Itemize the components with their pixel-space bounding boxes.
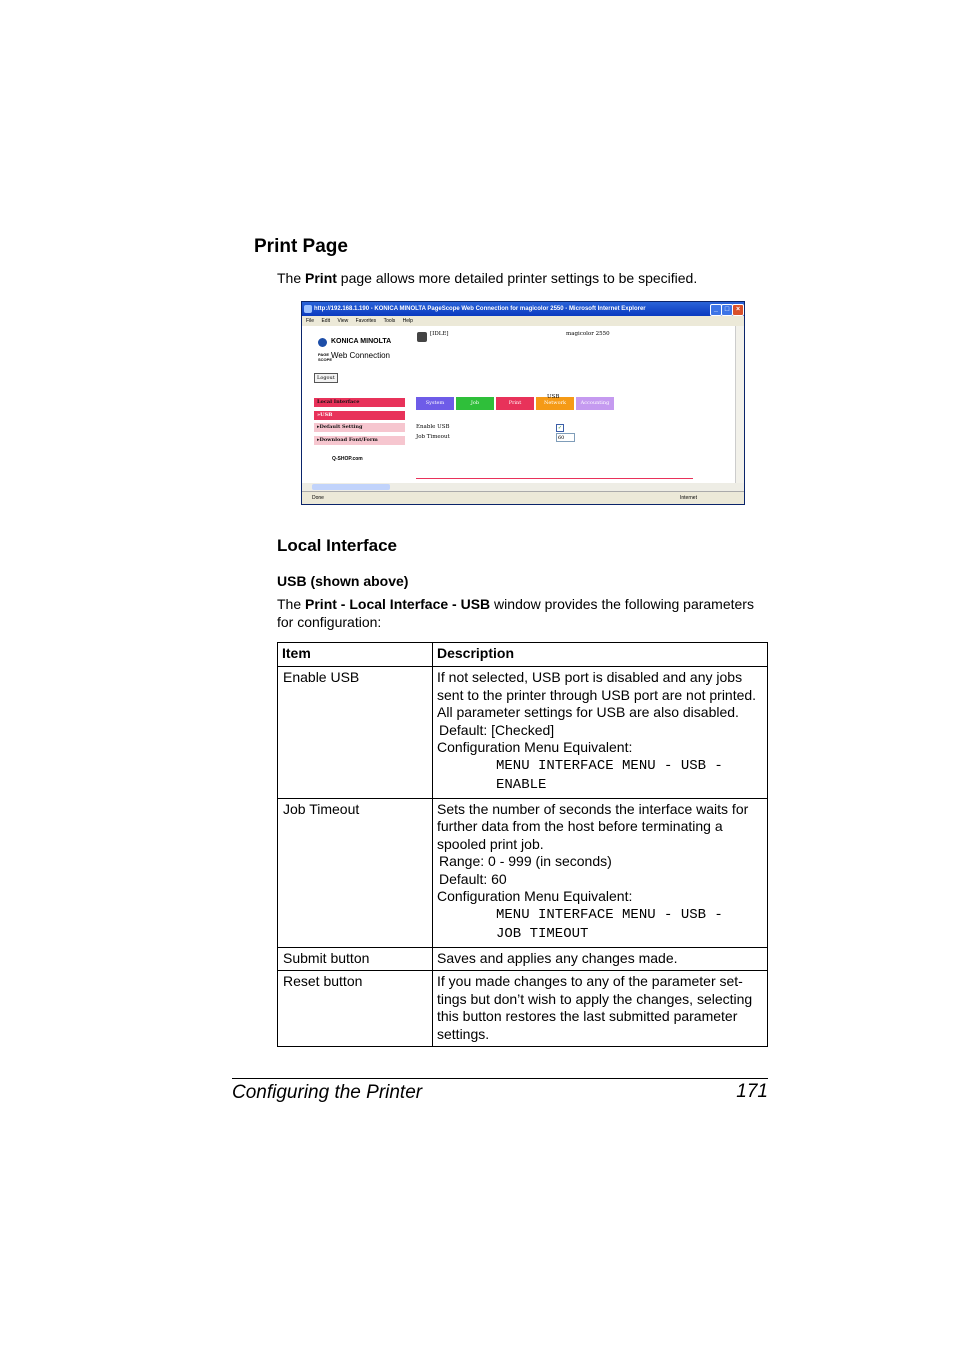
logout-button[interactable]: Logout xyxy=(314,373,338,383)
minimize-icon[interactable]: _ xyxy=(710,304,722,316)
sidebar-item-local-interface[interactable]: Local Interface xyxy=(314,398,405,407)
ie-icon xyxy=(304,305,312,313)
desc-default: Default: [Checked] xyxy=(439,721,555,738)
usb-heading: USB (shown above) xyxy=(277,573,409,589)
menu-help[interactable]: Help xyxy=(402,318,413,324)
usb-description: The Print - Local Interface - USB window provides the following parameters for configuration: xyxy=(277,596,754,630)
row-item: Job Timeout xyxy=(278,798,433,947)
desc-text: If not selected, USB port is disabled and any jobs sent to the printer through USB port are not printed. All parameter settings for USB are also disabled. xyxy=(437,669,757,720)
parameters-table xyxy=(277,642,768,1047)
page-number: 171 xyxy=(736,1081,768,1102)
scroll-thumb[interactable] xyxy=(312,484,390,490)
printer-status: [IDLE] xyxy=(430,331,449,337)
close-icon[interactable]: × xyxy=(732,304,744,316)
browser-statusbar xyxy=(302,491,744,505)
table-header-row xyxy=(278,643,768,667)
desc-equiv: Configuration Menu Equivalent: xyxy=(437,888,633,904)
tab-job[interactable]: Job xyxy=(456,397,494,410)
sidebar-item-usb[interactable]: »USB xyxy=(314,411,405,420)
row-description xyxy=(433,667,768,799)
menu-tools[interactable]: Tools xyxy=(383,318,396,324)
menu-path: ENABLE xyxy=(496,776,547,793)
header-description: Description xyxy=(433,643,768,667)
menu-view[interactable]: View xyxy=(337,318,349,324)
browser-menubar xyxy=(302,316,744,326)
footer-rule xyxy=(232,1078,768,1079)
tab-system[interactable]: System xyxy=(416,397,454,410)
row-description: Saves and applies any changes made. xyxy=(433,947,768,971)
menu-path: MENU INTERFACE MENU - USB - xyxy=(496,906,723,923)
qshop-logo[interactable]: Q-SHOP.com xyxy=(332,456,363,462)
brand-logo: KONICA MINOLTA xyxy=(331,338,392,345)
enable-usb-checkbox[interactable]: ✓ xyxy=(557,425,563,431)
browser-content xyxy=(302,326,736,483)
row-item: Enable USB xyxy=(278,667,433,799)
desc-equiv: Configuration Menu Equivalent: xyxy=(437,739,633,755)
table-row xyxy=(278,798,768,947)
menu-edit[interactable]: Edit xyxy=(321,318,331,324)
row-item: Reset button xyxy=(278,971,433,1047)
pagescope-logo: PAGE SCOPE xyxy=(318,352,333,362)
status-done: Done xyxy=(312,495,324,501)
browser-titlebar xyxy=(302,302,744,316)
enable-usb-label: Enable USB xyxy=(416,424,450,430)
table-row xyxy=(278,947,768,971)
usb-page-heading: USB xyxy=(547,394,560,400)
row-item: Submit button xyxy=(278,947,433,971)
maximize-icon[interactable]: □ xyxy=(721,304,733,316)
section-intro: The Print page allows more detailed printer settings to be specified. xyxy=(277,270,698,286)
table-row xyxy=(278,667,768,799)
desc-text: Sets the number of seconds the interface waits for further data from the host before terminating a spooled print job. xyxy=(437,800,749,852)
tab-network[interactable]: Network xyxy=(536,397,574,410)
vertical-scrollbar[interactable] xyxy=(735,326,744,483)
browser-screenshot xyxy=(301,301,745,505)
status-zone: Internet xyxy=(680,495,697,501)
menu-path: JOB TIMEOUT xyxy=(496,925,589,942)
table-row xyxy=(278,971,768,1047)
section-title: Print Page xyxy=(254,236,348,257)
tab-accounting[interactable]: Accounting xyxy=(576,397,614,410)
printer-model: magicolor 2550 xyxy=(566,331,610,337)
header-item: Item xyxy=(278,643,433,667)
divider xyxy=(416,478,693,479)
tab-print[interactable]: Print xyxy=(496,397,534,410)
desc-range: Range: 0 - 999 (in seconds) xyxy=(439,853,612,869)
printer-icon xyxy=(417,332,427,342)
web-connection-logo: Web Connection xyxy=(331,351,390,360)
row-description: If you made changes to any of the parameter set-tings but don’t wish to apply the changes, selecting this button restores the last submitted parameter settings. xyxy=(433,971,768,1047)
browser-title-text: http://192.168.1.190 - KONICA MINOLTA PageScope Web Connection for magicolor 2550 - Microsoft Internet Explorer xyxy=(314,306,646,312)
konica-logo-icon xyxy=(318,338,327,347)
sidebar-item-default-setting[interactable]: ▸Default Setting xyxy=(314,423,405,432)
job-timeout-input[interactable]: 60 xyxy=(556,433,575,442)
menu-favorites[interactable]: Favorites xyxy=(355,318,377,324)
desc-default: Default: 60 xyxy=(439,870,507,887)
horizontal-scrollbar[interactable] xyxy=(302,483,744,491)
footer-chapter: Configuring the Printer xyxy=(232,1082,423,1103)
job-timeout-label: Job Timeout xyxy=(416,434,450,440)
menu-path: MENU INTERFACE MENU - USB - xyxy=(496,757,723,774)
row-description xyxy=(433,798,768,947)
menu-file[interactable]: File xyxy=(306,318,315,324)
local-interface-title: Local Interface xyxy=(277,536,397,555)
sidebar-item-download-font[interactable]: ▸Download Font/Form xyxy=(314,436,405,445)
